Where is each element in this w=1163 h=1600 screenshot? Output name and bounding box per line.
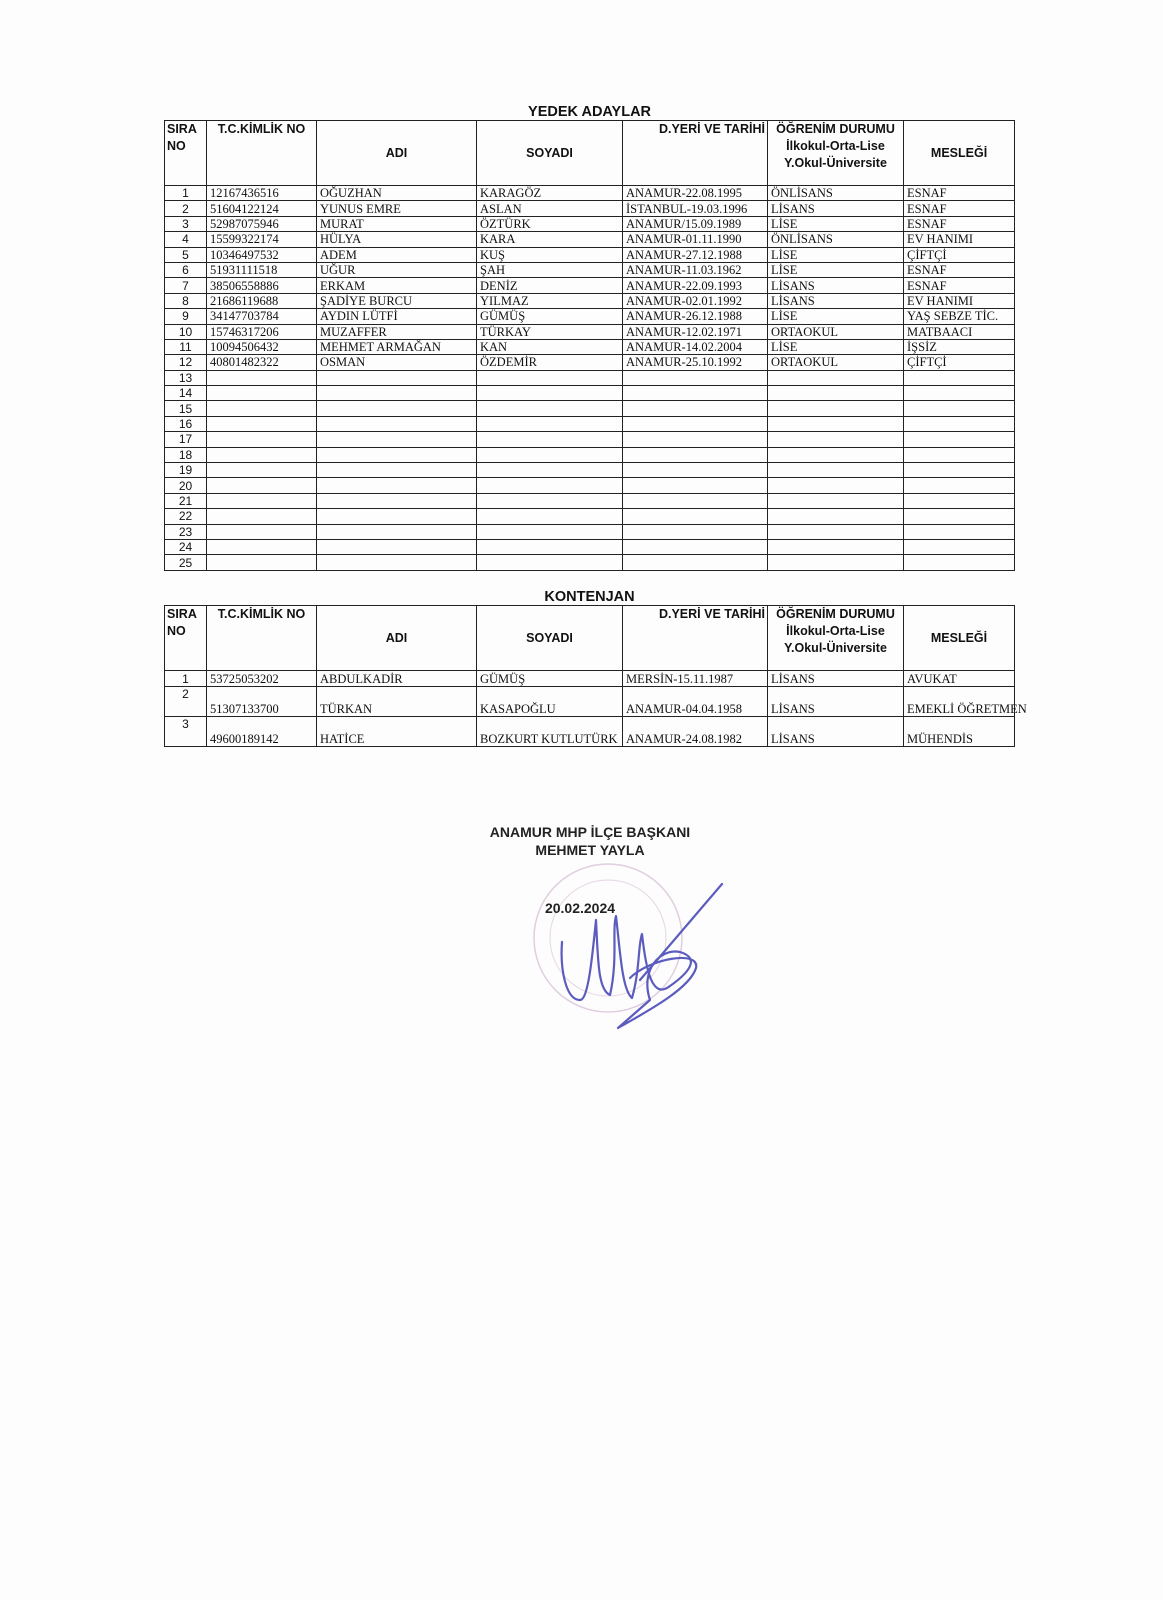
cell-dyer: ANAMUR-22.08.1995: [623, 186, 768, 201]
header-dyer: D.YERİ VE TARİHİ: [623, 606, 768, 671]
table-row: [165, 416, 1015, 431]
cell-adi: [317, 370, 477, 385]
cell-no: 5: [165, 247, 207, 262]
cell-adi: [317, 432, 477, 447]
cell-tc: [207, 432, 317, 447]
cell-tc: 40801482322: [207, 355, 317, 370]
table-row: [165, 493, 1015, 508]
header-tc: T.C.KİMLİK NO: [207, 121, 317, 186]
cell-meslek: [904, 416, 1015, 431]
cell-soyadi: [477, 401, 623, 416]
header-ogrenim: ÖĞRENİM DURUMU İlkokul-Orta-Lise Y.Okul-Üniversite: [768, 606, 904, 671]
cell-meslek: AVUKAT: [904, 671, 1015, 687]
cell-soyadi: GÜMÜŞ: [477, 309, 623, 324]
cell-no: 8: [165, 293, 207, 308]
cell-meslek: [904, 478, 1015, 493]
cell-soyadi: KUŞ: [477, 247, 623, 262]
table-row: [165, 555, 1015, 570]
cell-soyadi: [477, 463, 623, 478]
header-meslek: MESLEĞİ: [904, 606, 1015, 671]
cell-ogrenim: [768, 478, 904, 493]
table-row: [165, 386, 1015, 401]
cell-tc: [207, 539, 317, 554]
cell-ogrenim: LİSE: [768, 309, 904, 324]
cell-ogrenim: LİSE: [768, 216, 904, 231]
table-row: [165, 401, 1015, 416]
cell-meslek: ÇİFTÇİ: [904, 247, 1015, 262]
cell-meslek: [904, 386, 1015, 401]
cell-no: 9: [165, 309, 207, 324]
cell-dyer: ANAMUR-12.02.1971: [623, 324, 768, 339]
yedek-adaylar-title: YEDEK ADAYLAR: [165, 101, 1015, 121]
kontenjan-rows: [165, 671, 1027, 747]
cell-soyadi: ÖZDEMİR: [477, 355, 623, 370]
cell-no: 17: [165, 432, 207, 447]
cell-meslek: ÇİFTÇİ: [904, 355, 1015, 370]
cell-tc: 51604122124: [207, 201, 317, 216]
cell-tc: 12167436516: [207, 186, 317, 201]
cell-soyadi: [477, 478, 623, 493]
cell-soyadi: ÖZTÜRK: [477, 216, 623, 231]
cell-meslek: ESNAF: [904, 278, 1015, 293]
cell-adi: [317, 386, 477, 401]
cell-adi: TÜRKAN: [317, 687, 477, 717]
cell-dyer: [623, 463, 768, 478]
cell-tc: [207, 509, 317, 524]
cell-adi: AYDIN LÜTFİ: [317, 309, 477, 324]
cell-tc: [207, 447, 317, 462]
cell-no: 15: [165, 401, 207, 416]
cell-ogrenim: [768, 370, 904, 385]
cell-tc: 10346497532: [207, 247, 317, 262]
cell-soyadi: DENİZ: [477, 278, 623, 293]
cell-tc: [207, 370, 317, 385]
cell-soyadi: KARA: [477, 232, 623, 247]
cell-meslek: ESNAF: [904, 262, 1015, 277]
table-row: [165, 339, 1015, 354]
cell-tc: 21686119688: [207, 293, 317, 308]
cell-adi: ADEM: [317, 247, 477, 262]
cell-adi: HATİCE: [317, 717, 477, 747]
cell-adi: MURAT: [317, 216, 477, 231]
header-tc: T.C.KİMLİK NO: [207, 606, 317, 671]
cell-no: 25: [165, 555, 207, 570]
kontenjan-title: KONTENJAN: [165, 586, 1015, 606]
cell-adi: OĞUZHAN: [317, 186, 477, 201]
cell-no: 11: [165, 339, 207, 354]
table-header-row: [165, 606, 1015, 671]
cell-ogrenim: [768, 524, 904, 539]
cell-adi: MUZAFFER: [317, 324, 477, 339]
cell-ogrenim: LİSE: [768, 339, 904, 354]
cell-no: 10: [165, 324, 207, 339]
table-row: [165, 201, 1015, 216]
yedek-adaylar-rows: [165, 186, 1015, 571]
cell-dyer: [623, 447, 768, 462]
cell-tc: 53725053202: [207, 671, 317, 687]
cell-no: 1: [165, 186, 207, 201]
cell-adi: [317, 478, 477, 493]
table-header-row: [165, 121, 1015, 186]
cell-meslek: [904, 370, 1015, 385]
cell-dyer: ANAMUR-11.03.1962: [623, 262, 768, 277]
yedek-adaylar-table: [164, 101, 1015, 571]
cell-dyer: ANAMUR/15.09.1989: [623, 216, 768, 231]
table-row: [165, 478, 1015, 493]
cell-no: 2: [165, 201, 207, 216]
cell-no: 1: [165, 671, 207, 687]
cell-dyer: ANAMUR-04.04.1958: [623, 687, 768, 717]
cell-ogrenim: LİSE: [768, 262, 904, 277]
table-row: [165, 186, 1015, 201]
cell-dyer: ANAMUR-25.10.1992: [623, 355, 768, 370]
table-row: [165, 370, 1015, 385]
cell-meslek: [904, 493, 1015, 508]
cell-soyadi: KARAGÖZ: [477, 186, 623, 201]
cell-tc: 49600189142: [207, 717, 317, 747]
table-row: [165, 539, 1015, 554]
cell-soyadi: TÜRKAY: [477, 324, 623, 339]
cell-adi: ERKAM: [317, 278, 477, 293]
header-sira: SIRA NO: [165, 606, 207, 671]
cell-meslek: [904, 432, 1015, 447]
header-meslek: MESLEĞİ: [904, 121, 1015, 186]
cell-dyer: [623, 539, 768, 554]
cell-no: 2: [165, 687, 207, 717]
header-ogrenim: ÖĞRENİM DURUMU İlkokul-Orta-Lise Y.Okul-Üniversite: [768, 121, 904, 186]
table-row: [165, 671, 1015, 687]
table-row: [165, 524, 1015, 539]
cell-soyadi: [477, 524, 623, 539]
cell-no: 13: [165, 370, 207, 385]
cell-meslek: [904, 555, 1015, 570]
cell-ogrenim: [768, 509, 904, 524]
cell-tc: [207, 416, 317, 431]
table-row: [165, 278, 1015, 293]
cell-tc: 51307133700: [207, 687, 317, 717]
cell-dyer: ANAMUR-02.01.1992: [623, 293, 768, 308]
signature-date: 20.02.2024: [544, 900, 616, 916]
table-row: [165, 324, 1015, 339]
cell-soyadi: [477, 447, 623, 462]
cell-dyer: ANAMUR-01.11.1990: [623, 232, 768, 247]
cell-ogrenim: [768, 555, 904, 570]
cell-ogrenim: ÖNLİSANS: [768, 232, 904, 247]
cell-no: 4: [165, 232, 207, 247]
cell-ogrenim: [768, 493, 904, 508]
cell-ogrenim: ÖNLİSANS: [768, 186, 904, 201]
cell-no: 20: [165, 478, 207, 493]
cell-no: 19: [165, 463, 207, 478]
cell-tc: 10094506432: [207, 339, 317, 354]
cell-dyer: [623, 370, 768, 385]
cell-tc: [207, 401, 317, 416]
cell-adi: [317, 509, 477, 524]
signatory-name: MEHMET YAYLA: [535, 842, 645, 858]
header-soyadi: SOYADI: [477, 121, 623, 186]
cell-soyadi: [477, 493, 623, 508]
cell-soyadi: GÜMÜŞ: [477, 671, 623, 687]
table-row: [165, 717, 1015, 747]
cell-meslek: ESNAF: [904, 216, 1015, 231]
cell-soyadi: [477, 416, 623, 431]
cell-tc: [207, 386, 317, 401]
cell-ogrenim: [768, 416, 904, 431]
table-row: [165, 687, 1015, 717]
cell-dyer: [623, 386, 768, 401]
cell-adi: YUNUS EMRE: [317, 201, 477, 216]
cell-tc: [207, 493, 317, 508]
cell-adi: HÜLYA: [317, 232, 477, 247]
cell-dyer: [623, 555, 768, 570]
signatory-title: ANAMUR MHP İLÇE BAŞKANI: [489, 824, 691, 840]
cell-dyer: [623, 401, 768, 416]
cell-tc: [207, 478, 317, 493]
cell-dyer: ANAMUR-22.09.1993: [623, 278, 768, 293]
table-row: [165, 293, 1015, 308]
cell-meslek: [904, 447, 1015, 462]
cell-tc: 38506558886: [207, 278, 317, 293]
cell-ogrenim: LİSANS: [768, 278, 904, 293]
cell-soyadi: [477, 432, 623, 447]
cell-tc: [207, 463, 317, 478]
cell-adi: [317, 401, 477, 416]
cell-tc: 15746317206: [207, 324, 317, 339]
cell-no: 22: [165, 509, 207, 524]
cell-soyadi: [477, 386, 623, 401]
cell-no: 6: [165, 262, 207, 277]
cell-ogrenim: LİSANS: [768, 201, 904, 216]
cell-dyer: ANAMUR-14.02.2004: [623, 339, 768, 354]
cell-meslek: [904, 524, 1015, 539]
cell-meslek: ESNAF: [904, 186, 1015, 201]
cell-soyadi: [477, 555, 623, 570]
cell-ogrenim: [768, 401, 904, 416]
cell-adi: [317, 463, 477, 478]
cell-dyer: MERSİN-15.11.1987: [623, 671, 768, 687]
cell-ogrenim: [768, 447, 904, 462]
table-row: [165, 463, 1015, 478]
cell-soyadi: BOZKURT KUTLUTÜRK: [477, 717, 623, 747]
cell-adi: [317, 555, 477, 570]
header-soyadi: SOYADI: [477, 606, 623, 671]
kontenjan-table: [164, 586, 1027, 747]
cell-no: 7: [165, 278, 207, 293]
cell-no: 18: [165, 447, 207, 462]
cell-ogrenim: LİSANS: [768, 717, 904, 747]
cell-meslek: [904, 509, 1015, 524]
cell-meslek: [904, 401, 1015, 416]
cell-adi: [317, 447, 477, 462]
cell-soyadi: YILMAZ: [477, 293, 623, 308]
cell-meslek: MATBAACI: [904, 324, 1015, 339]
cell-tc: 15599322174: [207, 232, 317, 247]
header-sira: SIRA NO: [165, 121, 207, 186]
cell-dyer: [623, 478, 768, 493]
cell-meslek: [904, 539, 1015, 554]
cell-adi: UĞUR: [317, 262, 477, 277]
cell-meslek: ESNAF: [904, 201, 1015, 216]
cell-no: 3: [165, 717, 207, 747]
cell-no: 12: [165, 355, 207, 370]
cell-dyer: İSTANBUL-19.03.1996: [623, 201, 768, 216]
cell-adi: MEHMET ARMAĞAN: [317, 339, 477, 354]
cell-meslek: İŞSİZ: [904, 339, 1015, 354]
cell-soyadi: ŞAH: [477, 262, 623, 277]
table-row: [165, 509, 1015, 524]
cell-soyadi: ASLAN: [477, 201, 623, 216]
cell-ogrenim: LİSANS: [768, 671, 904, 687]
table-row: [165, 216, 1015, 231]
cell-no: 21: [165, 493, 207, 508]
cell-adi: [317, 493, 477, 508]
cell-adi: [317, 416, 477, 431]
cell-ogrenim: [768, 432, 904, 447]
cell-meslek: [904, 463, 1015, 478]
cell-dyer: ANAMUR-26.12.1988: [623, 309, 768, 324]
cell-tc: [207, 555, 317, 570]
cell-dyer: [623, 432, 768, 447]
cell-adi: OSMAN: [317, 355, 477, 370]
cell-ogrenim: LİSANS: [768, 687, 904, 717]
table-row: [165, 432, 1015, 447]
cell-adi: ŞADİYE BURCU: [317, 293, 477, 308]
table-row: [165, 262, 1015, 277]
cell-ogrenim: LİSANS: [768, 293, 904, 308]
cell-no: 14: [165, 386, 207, 401]
cell-ogrenim: ORTAOKUL: [768, 324, 904, 339]
cell-soyadi: KAN: [477, 339, 623, 354]
cell-meslek: YAŞ SEBZE TİC.: [904, 309, 1015, 324]
cell-meslek: EMEKLİ ÖĞRETMEN: [904, 687, 1015, 717]
cell-ogrenim: [768, 386, 904, 401]
cell-ogrenim: LİSE: [768, 247, 904, 262]
cell-dyer: ANAMUR-27.12.1988: [623, 247, 768, 262]
cell-ogrenim: [768, 463, 904, 478]
cell-adi: [317, 524, 477, 539]
table-row: [165, 247, 1015, 262]
signature-and-stamp: [500, 850, 730, 1040]
table-row: [165, 232, 1015, 247]
header-dyer: D.YERİ VE TARİHİ: [623, 121, 768, 186]
cell-soyadi: [477, 370, 623, 385]
cell-no: 3: [165, 216, 207, 231]
table-row: [165, 355, 1015, 370]
table-row: [165, 309, 1015, 324]
header-adi: ADI: [317, 121, 477, 186]
cell-soyadi: [477, 539, 623, 554]
header-adi: ADI: [317, 606, 477, 671]
cell-tc: 52987075946: [207, 216, 317, 231]
cell-meslek: MÜHENDİS: [904, 717, 1015, 747]
cell-soyadi: KASAPOĞLU: [477, 687, 623, 717]
cell-adi: ABDULKADİR: [317, 671, 477, 687]
cell-soyadi: [477, 509, 623, 524]
cell-ogrenim: [768, 539, 904, 554]
cell-tc: 51931111518: [207, 262, 317, 277]
cell-no: 16: [165, 416, 207, 431]
cell-no: 24: [165, 539, 207, 554]
cell-dyer: [623, 524, 768, 539]
cell-adi: [317, 539, 477, 554]
cell-tc: [207, 524, 317, 539]
cell-dyer: [623, 416, 768, 431]
cell-dyer: ANAMUR-24.08.1982: [623, 717, 768, 747]
table-row: [165, 447, 1015, 462]
cell-dyer: [623, 509, 768, 524]
cell-tc: 34147703784: [207, 309, 317, 324]
cell-meslek: EV HANIMI: [904, 293, 1015, 308]
cell-dyer: [623, 493, 768, 508]
cell-no: 23: [165, 524, 207, 539]
cell-meslek: EV HANIMI: [904, 232, 1015, 247]
cell-ogrenim: ORTAOKUL: [768, 355, 904, 370]
